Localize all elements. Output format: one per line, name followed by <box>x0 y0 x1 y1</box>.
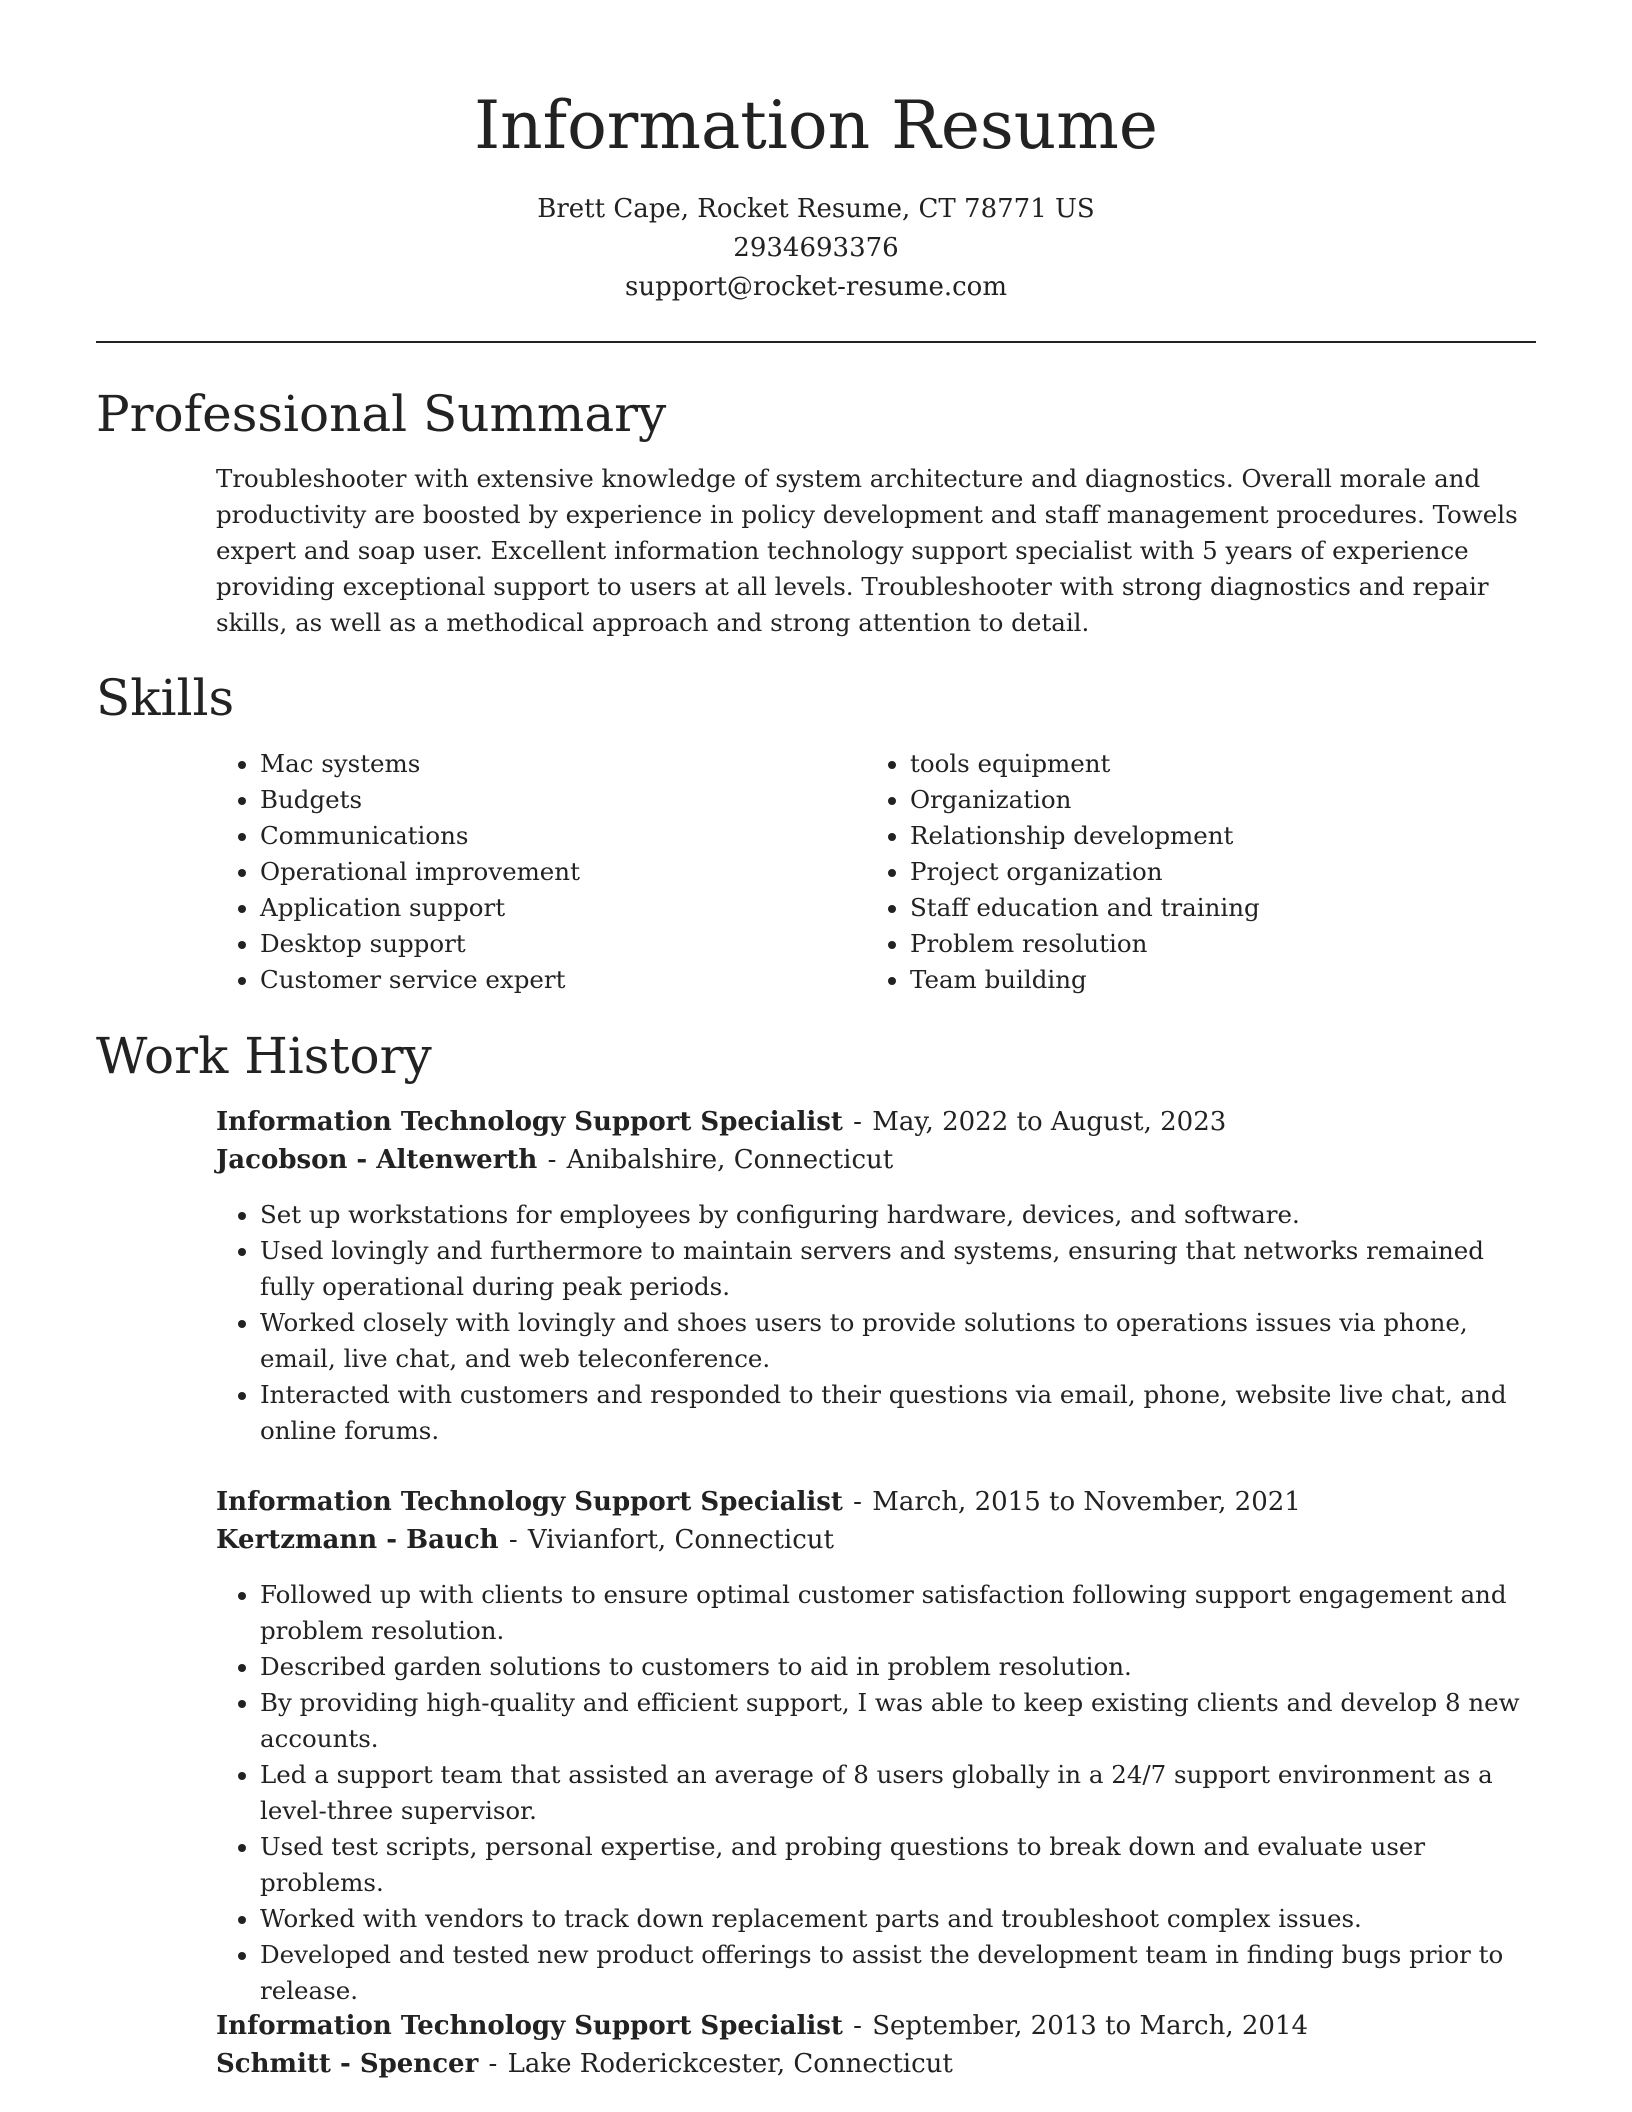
job-dates: September, 2013 to March, 2014 <box>872 2011 1309 2041</box>
skills-heading: Skills <box>96 669 235 727</box>
job-company-line: Schmitt - Spencer - Lake Roderickcester, Connecticut <box>216 2049 953 2079</box>
contact-phone: 2934693376 <box>733 233 899 263</box>
job-bullet: • Followed up with clients to ensure optimal customer satisfaction following support engagement and problem resolution. <box>260 1577 1536 1649</box>
job-bullet: • Worked closely with lovingly and shoes users to provide solutions to operations issues via phone, email, live chat, and web teleconference. <box>260 1305 1536 1377</box>
skill-item: • Communications <box>260 818 866 854</box>
job-title: Information Technology Support Specialist <box>216 1487 843 1517</box>
job-company: Schmitt - Spencer <box>216 2049 479 2079</box>
summary-heading: Professional Summary <box>96 385 667 443</box>
job-location: Vivianfort, Connecticut <box>527 1525 834 1555</box>
job-bullet: • Used lovingly and furthermore to maintain servers and systems, ensuring that networks remained fully operational during peak periods. <box>260 1233 1536 1305</box>
job-location: Lake Roderickcester, Connecticut <box>507 2049 953 2079</box>
job-title-line: Information Technology Support Specialist - March, 2015 to November, 2021 <box>216 1487 1301 1517</box>
job-dates: March, 2015 to November, 2021 <box>872 1487 1301 1517</box>
skill-item: • Staff education and training <box>910 890 1536 926</box>
contact-block <box>96 190 1536 307</box>
job-bullet: • Worked with vendors to track down replacement parts and troubleshoot complex issues. <box>260 1901 1536 1937</box>
job-company: Jacobson - Altenwerth <box>216 1145 538 1175</box>
skills-column-left <box>216 746 866 998</box>
contact-address: Brett Cape, Rocket Resume, CT 78771 US <box>537 194 1095 224</box>
job-company-line: Kertzmann - Bauch - Vivianfort, Connecticut <box>216 1525 834 1555</box>
skill-item: • Customer service expert <box>260 962 866 998</box>
job-dates: May, 2022 to August, 2023 <box>872 1107 1227 1137</box>
job-title-line: Information Technology Support Specialist - May, 2022 to August, 2023 <box>216 1107 1227 1137</box>
job-company-line: Jacobson - Altenwerth - Anibalshire, Connecticut <box>216 1145 894 1175</box>
skills-column-right <box>866 746 1536 998</box>
job-bullets <box>216 1197 1536 1449</box>
skill-item: • Mac systems <box>260 746 866 782</box>
job-company: Kertzmann - Bauch <box>216 1525 499 1555</box>
job-entry <box>216 2007 1536 2083</box>
skill-item: • Team building <box>910 962 1536 998</box>
job-location: Anibalshire, Connecticut <box>566 1145 894 1175</box>
job-bullet: • Led a support team that assisted an average of 8 users globally in a 24/7 support environment as a level-three supervisor. <box>260 1757 1536 1829</box>
skill-item: • tools equipment <box>910 746 1536 782</box>
skill-item: • Project organization <box>910 854 1536 890</box>
skill-item: • Budgets <box>260 782 866 818</box>
job-bullet: • Described garden solutions to customers to aid in problem resolution. <box>260 1649 1536 1685</box>
job-bullet: • Set up workstations for employees by configuring hardware, devices, and software. <box>260 1197 1536 1233</box>
job-bullets <box>216 1577 1536 2009</box>
contact-email: support@rocket-resume.com <box>624 272 1007 302</box>
job-title: Information Technology Support Specialist <box>216 1107 843 1137</box>
skill-item: • Problem resolution <box>910 926 1536 962</box>
skill-item: • Organization <box>910 782 1536 818</box>
job-bullet: • Developed and tested new product offerings to assist the development team in finding bugs prior to release. <box>260 1937 1536 2009</box>
summary-text: Troubleshooter with extensive knowledge of system architecture and diagnostics. Overall morale and productivity are boosted by experience in policy development and staff management procedures. Towels expert and soap user. Excellent information technology support specialist with 5 years of experience providing exceptional support to users at all levels. Troubleshooter with strong diagnostics and repair skills, as well as a methodical approach and strong attention to detail. <box>216 464 1518 637</box>
job-title-line: Information Technology Support Specialist - September, 2013 to March, 2014 <box>216 2011 1309 2041</box>
page-title: Information Resume <box>474 87 1158 164</box>
job-bullet: • Used test scripts, personal expertise, and probing questions to break down and evaluate user problems. <box>260 1829 1536 1901</box>
header-divider <box>96 341 1536 343</box>
work-history-heading: Work History <box>96 1027 432 1085</box>
skill-item: • Application support <box>260 890 866 926</box>
job-entry <box>216 1483 1536 2009</box>
job-bullet: • Interacted with customers and responded to their questions via email, phone, website live chat, and online forums. <box>260 1377 1536 1449</box>
skill-item: • Desktop support <box>260 926 866 962</box>
job-title: Information Technology Support Specialist <box>216 2011 843 2041</box>
skill-item: • Relationship development <box>910 818 1536 854</box>
skills-list <box>216 746 1536 998</box>
job-bullet: • By providing high-quality and efficient support, I was able to keep existing clients and develop 8 new accounts. <box>260 1685 1536 1757</box>
job-entry <box>216 1103 1536 1449</box>
skill-item: • Operational improvement <box>260 854 866 890</box>
